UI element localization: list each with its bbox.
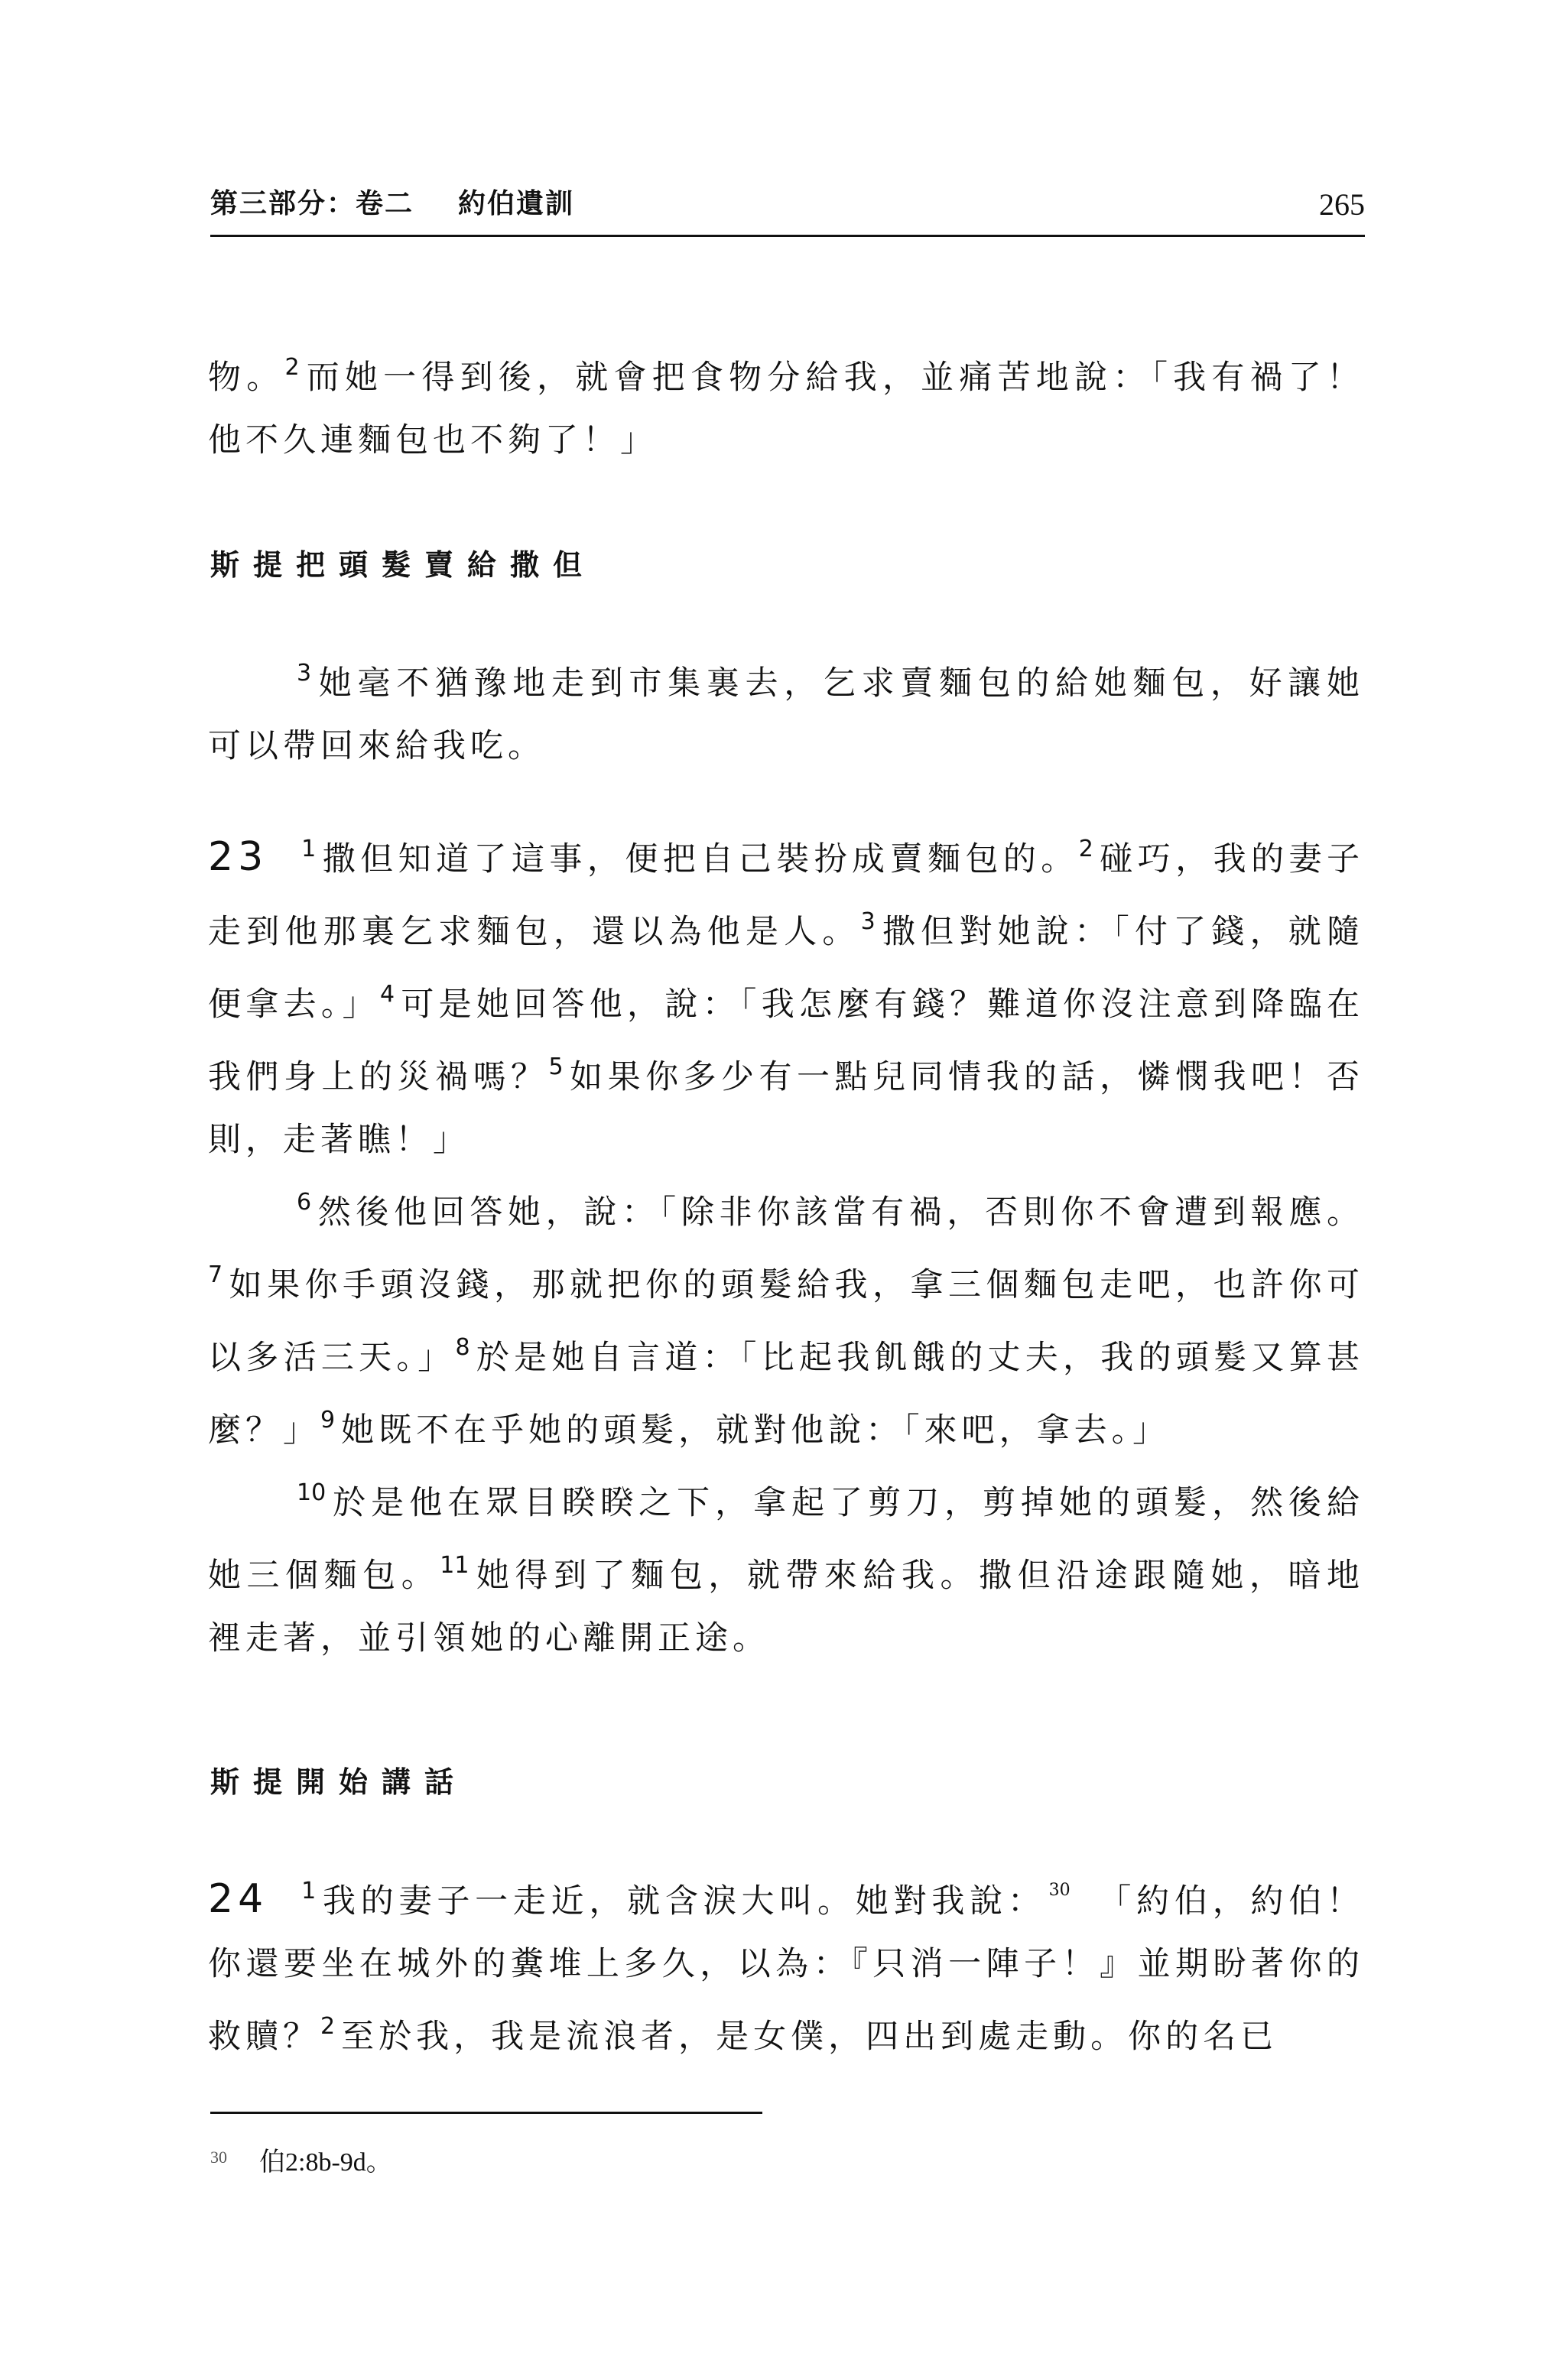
verse-number: 6 <box>297 1189 312 1216</box>
section-heading: 斯提把頭髮賣給撒但 <box>210 548 596 582</box>
header-section: 第三部分：卷二 <box>210 188 414 219</box>
verse-number: 2 <box>1078 836 1093 862</box>
header-title <box>210 182 574 221</box>
text: 於是她自言道：「比起我飢餓的丈夫，我的頭髮又算甚麼？」 <box>208 1339 1365 1450</box>
verse-number: 5 <box>548 1054 564 1080</box>
footnote <box>210 2141 392 2178</box>
verse-number: 3 <box>297 660 312 687</box>
text: 撒但對她說：「付了錢，就隨便拿去。」 <box>208 913 1365 1024</box>
header-rule <box>210 235 1365 237</box>
footnote-rule <box>210 2112 762 2114</box>
section-heading: 斯提開始講話 <box>210 1765 468 1799</box>
page-number: 265 <box>1319 187 1365 222</box>
verse-number: 8 <box>455 1334 470 1361</box>
text: 如果你手頭沒錢，那就把你的頭髮給我，拿三個麵包走吧，也許你可以多活三天。」 <box>208 1266 1364 1377</box>
text: 「約伯，約伯！你還要坐在城外的糞堆上多久，以為：『只消一陣子！』並期盼著你的救贖？ <box>208 1882 1365 2056</box>
text: 然後他回答她，說：「除非你該當有禍，否則你不會遭到報應。 <box>317 1193 1364 1232</box>
chapter-number: 24 <box>208 1876 268 1922</box>
text: 於是他在眾目睽睽之下，拿起了剪刀，剪掉她的頭髮，然後給她三個麵包。 <box>208 1484 1364 1595</box>
text: 物。 <box>208 359 285 397</box>
running-header <box>210 182 1365 235</box>
chapter-number: 23 <box>208 834 268 880</box>
text: 撒但知道了這事，便把自己裝扮成賣麵包的。 <box>322 840 1079 878</box>
verse-number: 10 <box>297 1479 327 1506</box>
text: 可是她回答他，說：「我怎麼有錢？難道你沒注意到降臨在我們身上的災禍嗎？ <box>208 985 1365 1096</box>
text: 如果你多少有一點兒同情我的話，憐憫我吧！否則，走著瞧！」 <box>208 1058 1365 1159</box>
verse-number: 2 <box>284 354 300 381</box>
text: 我的妻子一走近，就含淚大叫。她對我說： <box>322 1882 1046 1921</box>
header-book-title: 約伯遺訓 <box>458 188 575 219</box>
chapter-23 <box>208 818 1364 1670</box>
verse-number: 1 <box>301 836 317 862</box>
footnote-text: 伯2:8b-9d。 <box>259 2148 392 2177</box>
text: 而她一得到後，就會把食物分給我，並痛苦地說：「我有禍了！他不久連麵包也不夠了！」 <box>208 359 1365 459</box>
paragraph-continuation <box>208 336 1364 472</box>
verse-number: 4 <box>379 981 395 1008</box>
footnote-reference[interactable]: 30 <box>1048 1881 1071 1900</box>
verse-number: 9 <box>320 1407 336 1434</box>
verse-number: 1 <box>301 1878 317 1904</box>
text: 她毫不猶豫地走到市集裏去，乞求賣麵包的給她麵包，好讓她可以帶回來給我吃。 <box>208 664 1364 765</box>
chapter-24 <box>208 1859 1364 2068</box>
text: 她既不在乎她的頭髮，就對他說：「來吧，拿去。」 <box>341 1411 1171 1450</box>
verse-number: 3 <box>860 908 876 935</box>
footnote-mark: 30 <box>210 2148 227 2167</box>
paragraph <box>208 642 1364 778</box>
text: 至於我，我是流浪者，是女僕，四出到處走動。你的名已 <box>341 2018 1278 2056</box>
text: 她得到了麵包，就帶來給我。撒但沿途跟隨她，暗地裡走著，並引領她的心離開正途。 <box>208 1557 1365 1658</box>
verse-number: 2 <box>320 2013 336 2040</box>
verse-number: 11 <box>440 1552 469 1579</box>
text: 碰巧，我的妻子走到他那裏乞求麵包，還以為他是人。 <box>208 840 1365 951</box>
verse-number: 7 <box>208 1261 223 1288</box>
